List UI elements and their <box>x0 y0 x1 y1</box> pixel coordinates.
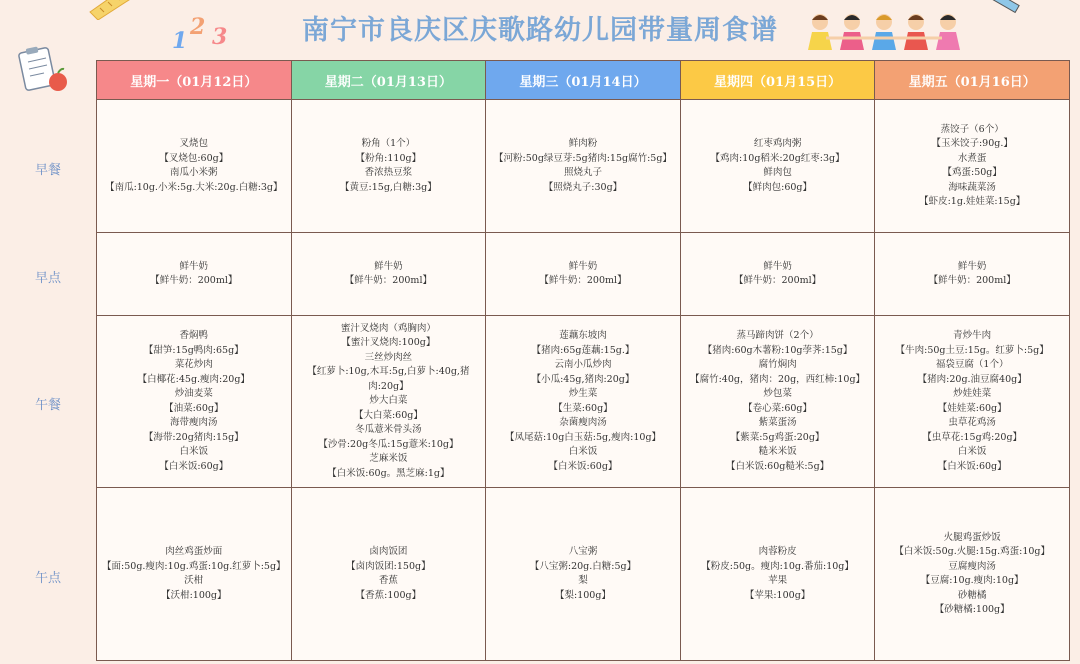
dish-ingredients: 【粉皮:50g。瘦肉:10g.番茄:10g】 <box>701 560 854 572</box>
dish-name: 海味蔬菜汤 <box>948 181 996 193</box>
menu-cell-morning-snack-tuesday <box>291 233 486 316</box>
dish-name: 杂菌瘦肉汤 <box>559 417 607 428</box>
menu-cell-breakfast-monday <box>97 100 292 233</box>
day-header-wednesday: 星期三（01月14日） <box>486 61 681 100</box>
dish-name: 炒包菜 <box>763 388 792 399</box>
menu-cell-afternoon-snack-wednesday <box>486 488 681 661</box>
menu-cell-lunch-tuesday <box>291 316 486 488</box>
dish-ingredients: 【南瓜:10g.小米:5g.大米:20g.白糖:3g】 <box>105 181 283 193</box>
menu-row-morning-snack <box>97 233 1070 316</box>
dish-ingredients: 【白米饭:50g.火腿:15g.鸡蛋:10g】 <box>894 546 1051 557</box>
meal-label-breakfast: 早餐 <box>34 163 61 178</box>
dish-name: 鲜牛奶 <box>957 260 987 272</box>
meal-label-lunch: 午餐 <box>34 398 61 413</box>
dish-ingredients: 【小瓜:45g,猪肉:20g】 <box>531 373 635 385</box>
dish-name: 芝麻米饭 <box>369 453 408 465</box>
dish-name: 鲜牛奶 <box>763 260 792 272</box>
number-1: 1 <box>172 28 188 54</box>
dish-ingredients: 【白米饭:60g。黑芝麻:1g】 <box>327 467 450 479</box>
dish-name: 炒油麦菜 <box>174 388 213 399</box>
menu-cell-breakfast-friday <box>875 100 1070 233</box>
dish-ingredients: 【沃柑:100g】 <box>161 589 227 601</box>
menu-cell-breakfast-tuesday <box>291 100 486 233</box>
day-header-thursday: 星期四（01月15日） <box>680 61 875 100</box>
dish-ingredients: 【八宝粥:20g.白糖:5g】 <box>529 560 637 572</box>
dish-ingredients: 【粉角:110g】 <box>355 152 422 164</box>
dish-ingredients: 【苹果:100g】 <box>744 589 811 601</box>
dish-name: 三丝炒肉丝 <box>364 351 413 363</box>
dish-name: 福袋豆腐（1个） <box>935 359 1009 370</box>
dish-ingredients: 【卤肉饭团:150g】 <box>346 560 431 572</box>
dish-name: 肉蓉粉皮 <box>758 546 797 557</box>
dish-name: 香浓热豆浆 <box>364 167 413 178</box>
dish-ingredients: 【鲜牛奶：200ml】 <box>928 275 1016 286</box>
dish-ingredients: 【虫草花:15g鸡:20g】 <box>922 431 1023 443</box>
dish-ingredients: 【大白菜:60g】 <box>353 409 423 421</box>
dish-name: 海带瘦肉汤 <box>170 417 218 428</box>
dish-name: 照烧丸子 <box>563 167 602 178</box>
dish-ingredients: 【沙骨:20g冬瓜:15g薏米:10g】 <box>318 438 459 450</box>
dish-ingredients: 【白米饭:60g糙米:5g】 <box>725 460 830 472</box>
dish-name: 炒娃娃菜 <box>953 388 992 399</box>
menu-cell-afternoon-snack-tuesday <box>291 488 486 661</box>
dish-name: 苹果 <box>768 575 788 586</box>
dish-name: 紫菜蛋汤 <box>758 417 797 428</box>
dish-ingredients: 【红萝卜:10g,木耳:5g,白萝卜:40g,猪肉:20g】 <box>307 366 470 392</box>
menu-row-afternoon-snack <box>97 488 1070 661</box>
dish-ingredients: 【玉米饺子:90g.】 <box>931 138 1013 149</box>
dish-ingredients: 【香蕉:100g】 <box>355 589 422 601</box>
dish-ingredients: 【油菜:60g】 <box>164 402 224 414</box>
dish-name: 炒生菜 <box>568 388 598 399</box>
dish-name: 红枣鸡肉粥 <box>753 138 802 149</box>
dish-name: 白米饭 <box>179 446 209 457</box>
dish-name: 鲜牛奶 <box>374 260 403 272</box>
dish-ingredients: 【生菜:60g】 <box>553 402 613 414</box>
dish-ingredients: 【凤尾菇:10g白玉菇:5g,瘦肉:10g】 <box>504 431 662 443</box>
dish-ingredients: 【腐竹:40g，猪肉：20g，西红柿:10g】 <box>690 373 866 385</box>
dish-name: 白米饭 <box>568 446 598 457</box>
dish-ingredients: 【卷心菜:60g】 <box>743 402 813 414</box>
day-header-friday: 星期五（01月16日） <box>875 61 1070 100</box>
dish-ingredients: 【黄豆:15g,白糖:3g】 <box>340 181 437 193</box>
dish-ingredients: 【海带:20g猪肉:15g】 <box>143 431 244 443</box>
dish-name: 鲜肉粉 <box>568 138 598 149</box>
menu-cell-breakfast-wednesday <box>486 100 681 233</box>
menu-cell-lunch-thursday <box>680 316 875 488</box>
dish-name: 豆腐瘦肉汤 <box>948 560 996 572</box>
menu-cell-morning-snack-friday <box>875 233 1070 316</box>
menu-cell-lunch-friday <box>875 316 1070 488</box>
number-2: 2 <box>190 14 206 40</box>
dish-name: 炒大白菜 <box>369 395 408 407</box>
dish-name: 蒸马蹄肉饼（2个） <box>736 330 819 341</box>
menu-cell-morning-snack-monday <box>97 233 292 316</box>
dish-ingredients: 【鲜牛奶：200ml】 <box>344 275 432 286</box>
dish-name: 梨 <box>578 575 588 586</box>
dish-ingredients: 【叉烧包:60g】 <box>159 152 229 164</box>
dish-name: 腐竹焖肉 <box>758 359 797 370</box>
dish-name: 粉角（1个） <box>361 138 416 149</box>
clipboard-apple-icon <box>18 44 70 94</box>
menu-cell-afternoon-snack-monday <box>97 488 292 661</box>
menu-cell-breakfast-thursday <box>680 100 875 233</box>
dish-ingredients: 【豆腐:10g.瘦肉:10g】 <box>920 575 1024 586</box>
menu-row-breakfast <box>97 100 1070 233</box>
menu-row-lunch <box>97 316 1070 488</box>
day-header-row <box>97 61 1070 100</box>
dish-ingredients: 【面:50g.瘦肉:10g.鸡蛋:10g.红萝卜:5g】 <box>102 560 286 572</box>
dish-ingredients: 【砂糖橘:100g】 <box>934 604 1010 615</box>
dish-name: 蜜汁叉烧肉（鸡胸肉） <box>340 322 436 334</box>
dish-name: 莲藕东坡肉 <box>559 330 607 341</box>
dish-ingredients: 【鸡蛋:50g】 <box>942 167 1002 178</box>
dish-ingredients: 【梨:100g】 <box>555 589 611 601</box>
meal-label-morning-snack: 早点 <box>34 271 61 286</box>
menu-cell-morning-snack-thursday <box>680 233 875 316</box>
dish-ingredients: 【蜜汁叉烧肉:100g】 <box>341 337 436 349</box>
number-3: 3 <box>212 24 228 50</box>
dish-ingredients: 【鲜肉包:60g】 <box>743 181 813 193</box>
day-header-tuesday: 星期二（01月13日） <box>291 61 486 100</box>
dish-ingredients: 【照烧丸子:30g】 <box>543 181 623 193</box>
dish-ingredients: 【鲜牛奶：200ml】 <box>733 275 822 286</box>
dish-name: 水煮蛋 <box>957 152 987 164</box>
menu-cell-afternoon-snack-friday <box>875 488 1070 661</box>
dish-name: 菜花炒肉 <box>174 359 213 370</box>
weekly-menu-table <box>96 60 1070 661</box>
dish-name: 南瓜小米粥 <box>170 167 218 178</box>
dish-ingredients: 【甜笋:15g鸭肉:65g】 <box>143 344 244 356</box>
dish-name: 卤肉饭团 <box>369 546 408 557</box>
dish-name: 蒸饺子（6个） <box>940 123 1004 135</box>
dish-ingredients: 【猪肉:60g木薯粉:10g荸荠:15g】 <box>702 344 853 356</box>
dish-ingredients: 【猪肉:65g莲藕:15g.】 <box>531 344 635 356</box>
dish-name: 糙米米饭 <box>758 446 797 457</box>
dish-ingredients: 【紫菜:5g鸡蛋:20g】 <box>730 431 825 443</box>
dish-ingredients: 【娃娃菜:60g】 <box>937 402 1007 414</box>
dish-ingredients: 【白米饭:60g】 <box>548 460 618 472</box>
dish-name: 沃柑 <box>184 575 204 586</box>
dish-ingredients: 【白椰花:45g.瘦肉:20g】 <box>137 373 250 385</box>
dish-name: 鲜肉包 <box>763 167 792 178</box>
dish-ingredients: 【牛肉:50g土豆:15g。红萝卜:5g】 <box>895 344 1049 356</box>
meal-label-afternoon-snack: 午点 <box>34 571 61 586</box>
dish-name: 冬瓜薏米骨头汤 <box>355 424 422 436</box>
menu-cell-lunch-wednesday <box>486 316 681 488</box>
dish-name: 鲜牛奶 <box>179 260 209 272</box>
menu-cell-morning-snack-wednesday <box>486 233 681 316</box>
dish-ingredients: 【河粉:50g绿豆芽:5g猪肉:15g腐竹:5g】 <box>494 152 672 164</box>
dish-ingredients: 【白米饭:60g】 <box>937 460 1007 472</box>
dish-ingredients: 【鲜牛奶：200ml】 <box>150 275 238 286</box>
menu-cell-lunch-monday <box>97 316 292 488</box>
dish-ingredients: 【鲜牛奶：200ml】 <box>539 275 627 286</box>
dish-name: 砂糖橘 <box>957 589 987 601</box>
dish-name: 八宝粥 <box>568 546 598 557</box>
dish-name: 香焖鸭 <box>179 330 209 341</box>
dish-ingredients: 【猪肉:20g.油豆腐40g】 <box>917 373 1027 385</box>
dish-name: 白米饭 <box>957 446 987 457</box>
menu-cell-afternoon-snack-thursday <box>680 488 875 661</box>
dish-ingredients: 【鸡肉:10g稻米:20g红枣:3g】 <box>710 152 845 164</box>
dish-name: 虫草花鸡汤 <box>948 417 996 428</box>
dish-ingredients: 【白米饭:60g】 <box>159 460 229 472</box>
day-header-monday: 星期一（01月12日） <box>97 61 292 100</box>
dish-name: 火腿鸡蛋炒饭 <box>943 531 1001 543</box>
page-title: 南宁市良庆区庆歌路幼儿园带量周食谱 <box>302 15 778 46</box>
dish-name: 青炒牛肉 <box>953 330 992 341</box>
dish-ingredients: 【虾皮:1g.娃娃菜:15g】 <box>919 196 1026 207</box>
dish-name: 肉丝鸡蛋炒面 <box>165 546 223 557</box>
dish-name: 云南小瓜炒肉 <box>554 359 612 370</box>
dish-name: 香蕉 <box>378 575 398 586</box>
dish-name: 鲜牛奶 <box>568 260 598 272</box>
dish-name: 叉烧包 <box>179 138 209 149</box>
